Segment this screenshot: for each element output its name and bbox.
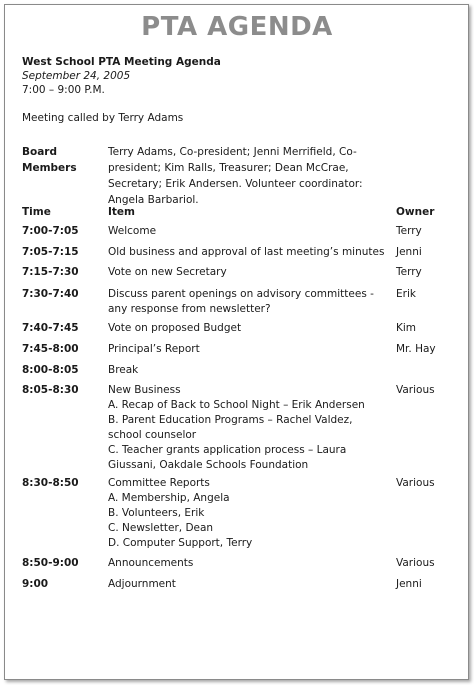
- agenda-item: Welcome: [108, 225, 157, 237]
- agenda-owner: Kim: [396, 322, 417, 334]
- agenda-owner: Terry: [396, 266, 422, 278]
- page-title: PTA AGENDA: [141, 12, 333, 42]
- agenda-item: Vote on new Secretary: [108, 266, 227, 278]
- agenda-item: Committee Reports: [108, 477, 210, 489]
- meeting-date: September 24, 2005: [22, 70, 131, 82]
- agenda-time: 8:05-8:30: [22, 384, 79, 396]
- meeting-called-by: Meeting called by Terry Adams: [22, 112, 184, 124]
- agenda-subitem: A. Recap of Back to School Night – Erik Andersen: [108, 399, 365, 411]
- agenda-item: Principal’s Report: [108, 343, 200, 355]
- agenda-time: 7:30-7:40: [22, 288, 79, 300]
- agenda-owner: Mr. Hay: [396, 343, 436, 355]
- agenda-item: Break: [108, 364, 139, 376]
- agenda-item: Adjournment: [108, 578, 176, 590]
- agenda-time: 9:00: [22, 578, 49, 590]
- agenda-subitem: C. Teacher grants application process – Laura Giussani, Oakdale Schools Foundation: [108, 444, 347, 471]
- agenda-owner: Erik: [396, 288, 416, 300]
- agenda-owner: Jenni: [396, 578, 422, 590]
- agenda-time: 8:30-8:50: [22, 477, 79, 489]
- agenda-item: Announcements: [108, 557, 194, 569]
- agenda-time: 8:50-9:00: [22, 557, 79, 569]
- column-header-item: Item: [108, 206, 135, 218]
- agenda-time: 7:00-7:05: [22, 225, 79, 237]
- agenda-subitem: B. Parent Education Programs – Rachel Valdez, school counselor: [108, 414, 353, 441]
- agenda-owner: Jenni: [396, 246, 422, 258]
- meeting-name: West School PTA Meeting Agenda: [22, 56, 221, 68]
- column-header-time: Time: [22, 206, 51, 218]
- board-members-text: Terry Adams, Co-president; Jenni Merrifield, Co-president; Kim Ralls, Treasurer; Dean McCrae, Secretary; Erik Andersen. Volunteer coordinator: Angela Barbariol.: [108, 146, 363, 206]
- agenda-owner: Various: [396, 477, 435, 489]
- agenda-time: 8:00-8:05: [22, 364, 79, 376]
- column-header-owner: Owner: [396, 206, 435, 218]
- agenda-item: Vote on proposed Budget: [108, 322, 242, 334]
- agenda-owner: Terry: [396, 225, 422, 237]
- agenda-time: 7:05-7:15: [22, 246, 79, 258]
- agenda-time: 7:15-7:30: [22, 266, 79, 278]
- agenda-item: New Business: [108, 384, 181, 396]
- agenda-item: Discuss parent openings on advisory committees - any response from newsletter?: [108, 288, 374, 315]
- agenda-owner: Various: [396, 557, 435, 569]
- agenda-subitem: C. Newsletter, Dean: [108, 522, 214, 534]
- meeting-time: 7:00 – 9:00 P.M.: [22, 84, 105, 96]
- agenda-item: Old business and approval of last meeting’s minutes: [108, 246, 385, 258]
- board-members-label: Board Members: [22, 146, 77, 174]
- agenda-time: 7:40-7:45: [22, 322, 79, 334]
- agenda-owner: Various: [396, 384, 435, 396]
- agenda-subitem: B. Volunteers, Erik: [108, 507, 205, 519]
- agenda-time: 7:45-8:00: [22, 343, 79, 355]
- agenda-subitem: D. Computer Support, Terry: [108, 537, 253, 549]
- agenda-subitem: A. Membership, Angela: [108, 492, 230, 504]
